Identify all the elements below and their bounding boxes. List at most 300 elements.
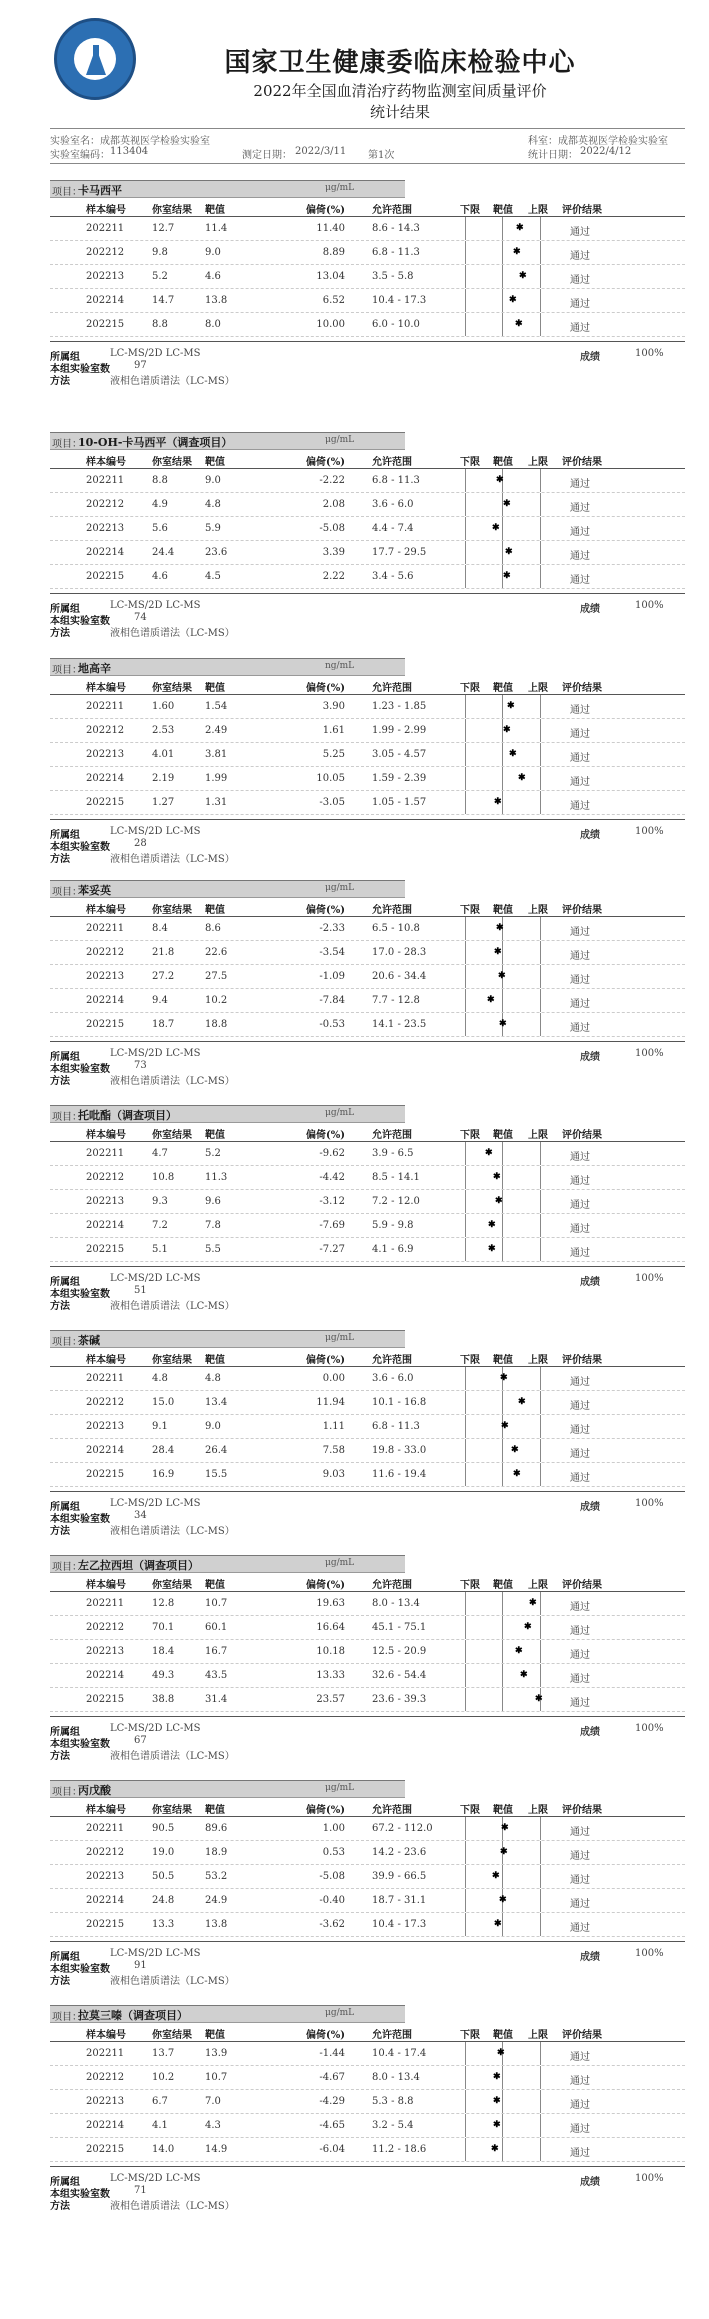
section-header bbox=[50, 880, 405, 898]
method-value: 液相色谱质谱法（LC-MS） bbox=[110, 628, 235, 639]
sample-no: 202211 bbox=[86, 1148, 125, 1159]
col-high: 上限 bbox=[528, 1580, 548, 1591]
lower-limit-line bbox=[465, 2042, 466, 2065]
upper-limit-line bbox=[540, 941, 541, 964]
col-range: 允许范围 bbox=[372, 683, 412, 694]
col-target: 靶值 bbox=[205, 1580, 225, 1591]
target-value: 11.4 bbox=[205, 223, 228, 234]
project-label: 项目： bbox=[52, 1562, 82, 1573]
lab-name: 成都英视医学检验实验室 bbox=[100, 136, 210, 147]
your-result: 21.8 bbox=[152, 947, 175, 958]
group-value: LC-MS/2D LC-MS bbox=[110, 2173, 201, 2184]
col-result: 你室结果 bbox=[152, 205, 192, 216]
section-footer bbox=[50, 341, 685, 386]
result-marker-icon: ✱ bbox=[519, 271, 527, 281]
project-label: 项目： bbox=[52, 665, 82, 676]
eval-result: 通过 bbox=[570, 1923, 590, 1934]
lower-limit-line bbox=[465, 469, 466, 492]
allowed-range: 10.4 - 17.4 bbox=[372, 2048, 427, 2059]
col-range: 允许范围 bbox=[372, 905, 412, 916]
unit: ng/mL bbox=[325, 661, 355, 671]
col-result: 你室结果 bbox=[152, 2030, 192, 2041]
group-label: 所属组 bbox=[50, 1502, 80, 1513]
result-marker-icon: ✱ bbox=[496, 923, 504, 933]
eval-result: 通过 bbox=[570, 551, 590, 562]
upper-limit-line bbox=[540, 517, 541, 540]
lower-limit-line bbox=[465, 313, 466, 336]
result-row bbox=[50, 1817, 685, 1841]
score-label: 成绩 bbox=[580, 830, 600, 841]
upper-limit-line bbox=[540, 1190, 541, 1213]
target-value: 13.4 bbox=[205, 1397, 228, 1408]
upper-limit-line bbox=[540, 1013, 541, 1036]
target-value: 53.2 bbox=[205, 1871, 228, 1882]
your-result: 28.4 bbox=[152, 1445, 175, 1456]
your-result: 49.3 bbox=[152, 1670, 175, 1681]
your-result: 9.3 bbox=[152, 1196, 168, 1207]
target-value: 9.6 bbox=[205, 1196, 221, 1207]
your-result: 50.5 bbox=[152, 1871, 175, 1882]
col-eval: 评价结果 bbox=[562, 1805, 602, 1816]
your-result: 10.8 bbox=[152, 1172, 175, 1183]
unit: μg/mL bbox=[325, 883, 355, 893]
col-target-mark: 靶值 bbox=[493, 457, 513, 468]
col-eval: 评价结果 bbox=[562, 1130, 602, 1141]
score-label: 成绩 bbox=[580, 1052, 600, 1063]
col-bias: 偏倚(%) bbox=[306, 1805, 345, 1816]
col-high: 上限 bbox=[528, 205, 548, 216]
project-label: 项目： bbox=[52, 439, 82, 450]
bias-value: 9.03 bbox=[322, 1469, 345, 1480]
target-line bbox=[502, 1616, 503, 1639]
col-bias: 偏倚(%) bbox=[306, 2030, 345, 2041]
lab-count-label: 本组实验室数 bbox=[50, 1964, 110, 1975]
sample-no: 202212 bbox=[86, 1397, 125, 1408]
result-row bbox=[50, 791, 685, 815]
bias-value: 5.25 bbox=[322, 749, 345, 760]
target-value: 27.5 bbox=[205, 971, 228, 982]
bias-value: 10.00 bbox=[316, 319, 345, 330]
target-value: 89.6 bbox=[205, 1823, 228, 1834]
bias-value: 0.53 bbox=[322, 1847, 345, 1858]
bias-value: 13.04 bbox=[316, 271, 345, 282]
sample-no: 202214 bbox=[86, 295, 125, 306]
section-footer bbox=[50, 2166, 685, 2211]
your-result: 13.3 bbox=[152, 1919, 175, 1930]
target-line bbox=[502, 791, 503, 814]
lab-count: 73 bbox=[134, 1060, 147, 1071]
column-header bbox=[50, 198, 685, 217]
your-result: 9.8 bbox=[152, 247, 168, 258]
result-row bbox=[50, 1640, 685, 1664]
upper-limit-line bbox=[540, 917, 541, 940]
allowed-range: 3.2 - 5.4 bbox=[372, 2120, 414, 2131]
allowed-range: 5.3 - 8.8 bbox=[372, 2096, 414, 2107]
bias-value: -3.12 bbox=[319, 1196, 345, 1207]
col-eval: 评价结果 bbox=[562, 905, 602, 916]
col-result: 你室结果 bbox=[152, 1580, 192, 1591]
bias-value: -2.22 bbox=[319, 475, 345, 486]
column-header bbox=[50, 450, 685, 469]
drug-name: 苯妥英 bbox=[78, 884, 111, 897]
bias-value: 6.52 bbox=[322, 295, 345, 306]
target-line bbox=[502, 265, 503, 288]
result-marker-icon: ✱ bbox=[493, 2096, 501, 2106]
eval-result: 通过 bbox=[570, 1827, 590, 1838]
target-value: 15.5 bbox=[205, 1469, 228, 1480]
lower-limit-line bbox=[465, 989, 466, 1012]
allowed-range: 20.6 - 34.4 bbox=[372, 971, 427, 982]
target-value: 8.6 bbox=[205, 923, 221, 934]
bias-value: -0.53 bbox=[319, 1019, 345, 1030]
upper-limit-line bbox=[540, 2138, 541, 2161]
unit: μg/mL bbox=[325, 1783, 355, 1793]
col-target-mark: 靶值 bbox=[493, 2030, 513, 2041]
method-value: 液相色谱质谱法（LC-MS） bbox=[110, 1076, 235, 1087]
result-row bbox=[50, 917, 685, 941]
target-value: 60.1 bbox=[205, 1622, 228, 1633]
sample-no: 202211 bbox=[86, 223, 125, 234]
sample-no: 202215 bbox=[86, 1919, 125, 1930]
lower-limit-line bbox=[465, 1688, 466, 1711]
your-result: 2.19 bbox=[152, 773, 175, 784]
target-line bbox=[502, 241, 503, 264]
section-header bbox=[50, 1780, 405, 1798]
upper-limit-line bbox=[540, 1439, 541, 1462]
col-range: 允许范围 bbox=[372, 205, 412, 216]
lab-info bbox=[50, 128, 685, 164]
result-marker-icon: ✱ bbox=[497, 2048, 505, 2058]
col-bias: 偏倚(%) bbox=[306, 1355, 345, 1366]
bias-value: -1.09 bbox=[319, 971, 345, 982]
col-target: 靶值 bbox=[205, 205, 225, 216]
col-eval: 评价结果 bbox=[562, 205, 602, 216]
lower-limit-line bbox=[465, 941, 466, 964]
col-target: 靶值 bbox=[205, 1355, 225, 1366]
method-label: 方法 bbox=[50, 1076, 70, 1087]
sample-no: 202212 bbox=[86, 1172, 125, 1183]
target-value: 13.8 bbox=[205, 295, 228, 306]
allowed-range: 19.8 - 33.0 bbox=[372, 1445, 427, 1456]
target-value: 13.8 bbox=[205, 1919, 228, 1930]
eval-result: 通过 bbox=[570, 275, 590, 286]
upper-limit-line bbox=[540, 2114, 541, 2137]
eval-result: 通过 bbox=[570, 1425, 590, 1436]
result-marker-icon: ✱ bbox=[492, 1871, 500, 1881]
upper-limit-line bbox=[540, 1664, 541, 1687]
report-title: 国家卫生健康委临床检验中心 bbox=[224, 48, 576, 78]
target-value: 4.3 bbox=[205, 2120, 221, 2131]
result-marker-icon: ✱ bbox=[515, 1646, 523, 1656]
target-line bbox=[502, 1439, 503, 1462]
sample-no: 202213 bbox=[86, 1646, 125, 1657]
sample-no: 202211 bbox=[86, 475, 125, 486]
col-eval: 评价结果 bbox=[562, 1580, 602, 1591]
col-high: 上限 bbox=[528, 683, 548, 694]
target-value: 43.5 bbox=[205, 1670, 228, 1681]
your-result: 38.8 bbox=[152, 1694, 175, 1705]
test-date-label: 测定日期： bbox=[242, 150, 292, 161]
your-result: 15.0 bbox=[152, 1397, 175, 1408]
section-header bbox=[50, 432, 405, 450]
lower-limit-line bbox=[465, 1913, 466, 1936]
col-low: 下限 bbox=[460, 905, 480, 916]
allowed-range: 18.7 - 31.1 bbox=[372, 1895, 427, 1906]
eval-result: 通过 bbox=[570, 753, 590, 764]
drug-name: 地高辛 bbox=[78, 662, 111, 675]
result-row bbox=[50, 313, 685, 337]
bias-value: -6.04 bbox=[319, 2144, 345, 2155]
upper-limit-line bbox=[540, 241, 541, 264]
sample-no: 202213 bbox=[86, 749, 125, 760]
bias-value: 1.61 bbox=[322, 725, 345, 736]
allowed-range: 10.4 - 17.3 bbox=[372, 295, 427, 306]
result-marker-icon: ✱ bbox=[503, 725, 511, 735]
col-eval: 评价结果 bbox=[562, 457, 602, 468]
lower-limit-line bbox=[465, 965, 466, 988]
bias-value: 0.00 bbox=[322, 1373, 345, 1384]
test-date: 2022/3/11 bbox=[295, 146, 347, 157]
bias-value: 13.33 bbox=[316, 1670, 345, 1681]
eval-result: 通过 bbox=[570, 2100, 590, 2111]
eval-result: 通过 bbox=[570, 1449, 590, 1460]
drug-section bbox=[50, 1105, 685, 1311]
result-marker-icon: ✱ bbox=[524, 1622, 532, 1632]
target-value: 9.0 bbox=[205, 475, 221, 486]
drug-name: 茶碱 bbox=[78, 1334, 100, 1347]
sample-no: 202214 bbox=[86, 1220, 125, 1231]
drug-section bbox=[50, 880, 685, 1086]
score-value: 100% bbox=[635, 348, 664, 359]
score-value: 100% bbox=[635, 826, 664, 837]
section-footer bbox=[50, 1041, 685, 1086]
col-sample: 样本编号 bbox=[86, 683, 126, 694]
col-target: 靶值 bbox=[205, 1130, 225, 1141]
lower-limit-line bbox=[465, 541, 466, 564]
allowed-range: 1.99 - 2.99 bbox=[372, 725, 427, 736]
result-marker-icon: ✱ bbox=[498, 971, 506, 981]
eval-result: 通过 bbox=[570, 2076, 590, 2087]
bias-value: -3.62 bbox=[319, 1919, 345, 1930]
drug-name: 卡马西平 bbox=[78, 184, 122, 197]
your-result: 4.1 bbox=[152, 2120, 168, 2131]
result-row bbox=[50, 695, 685, 719]
allowed-range: 8.6 - 14.3 bbox=[372, 223, 420, 234]
target-line bbox=[502, 517, 503, 540]
sample-no: 202215 bbox=[86, 1019, 125, 1030]
target-line bbox=[502, 289, 503, 312]
target-line bbox=[502, 1238, 503, 1261]
target-value: 4.8 bbox=[205, 1373, 221, 1384]
col-result: 你室结果 bbox=[152, 1130, 192, 1141]
your-result: 9.1 bbox=[152, 1421, 168, 1432]
lower-limit-line bbox=[465, 1166, 466, 1189]
lower-limit-line bbox=[465, 265, 466, 288]
col-bias: 偏倚(%) bbox=[306, 205, 345, 216]
lab-count: 97 bbox=[134, 360, 147, 371]
allowed-range: 45.1 - 75.1 bbox=[372, 1622, 427, 1633]
col-target-mark: 靶值 bbox=[493, 205, 513, 216]
col-target-mark: 靶值 bbox=[493, 905, 513, 916]
your-result: 8.4 bbox=[152, 923, 168, 934]
eval-result: 通过 bbox=[570, 1200, 590, 1211]
eval-result: 通过 bbox=[570, 1152, 590, 1163]
upper-limit-line bbox=[540, 313, 541, 336]
col-low: 下限 bbox=[460, 683, 480, 694]
upper-limit-line bbox=[540, 289, 541, 312]
your-result: 14.7 bbox=[152, 295, 175, 306]
target-line bbox=[502, 1463, 503, 1486]
result-marker-icon: ✱ bbox=[511, 1445, 519, 1455]
your-result: 12.7 bbox=[152, 223, 175, 234]
your-result: 10.2 bbox=[152, 2072, 175, 2083]
result-marker-icon: ✱ bbox=[503, 571, 511, 581]
upper-limit-line bbox=[540, 743, 541, 766]
score-value: 100% bbox=[635, 2173, 664, 2184]
col-range: 允许范围 bbox=[372, 1580, 412, 1591]
col-sample: 样本编号 bbox=[86, 1355, 126, 1366]
target-value: 8.0 bbox=[205, 319, 221, 330]
col-range: 允许范围 bbox=[372, 1130, 412, 1141]
col-result: 你室结果 bbox=[152, 1355, 192, 1366]
target-line bbox=[502, 2090, 503, 2113]
result-marker-icon: ✱ bbox=[535, 1694, 543, 1704]
result-row bbox=[50, 1190, 685, 1214]
target-line bbox=[502, 1592, 503, 1615]
target-value: 2.49 bbox=[205, 725, 228, 736]
allowed-range: 3.6 - 6.0 bbox=[372, 499, 414, 510]
result-marker-icon: ✱ bbox=[518, 1397, 526, 1407]
sample-no: 202215 bbox=[86, 571, 125, 582]
lower-limit-line bbox=[465, 1142, 466, 1165]
your-result: 5.2 bbox=[152, 271, 168, 282]
result-marker-icon: ✱ bbox=[518, 773, 526, 783]
result-marker-icon: ✱ bbox=[513, 247, 521, 257]
bias-value: 1.11 bbox=[322, 1421, 345, 1432]
result-marker-icon: ✱ bbox=[505, 547, 513, 557]
lab-code: 113404 bbox=[110, 146, 149, 157]
allowed-range: 17.0 - 28.3 bbox=[372, 947, 427, 958]
project-label: 项目： bbox=[52, 1337, 82, 1348]
allowed-range: 10.4 - 17.3 bbox=[372, 1919, 427, 1930]
result-row bbox=[50, 1166, 685, 1190]
result-marker-icon: ✱ bbox=[500, 1847, 508, 1857]
col-low: 下限 bbox=[460, 1130, 480, 1141]
col-low: 下限 bbox=[460, 1355, 480, 1366]
allowed-range: 3.5 - 5.8 bbox=[372, 271, 414, 282]
drug-name: 拉莫三嗪（调查项目） bbox=[78, 2009, 188, 2022]
target-value: 4.6 bbox=[205, 271, 221, 282]
lower-limit-line bbox=[465, 1439, 466, 1462]
target-line bbox=[502, 1664, 503, 1687]
target-value: 9.0 bbox=[205, 247, 221, 258]
allowed-range: 6.8 - 11.3 bbox=[372, 1421, 420, 1432]
section-footer bbox=[50, 819, 685, 864]
upper-limit-line bbox=[540, 1865, 541, 1888]
eval-result: 通过 bbox=[570, 975, 590, 986]
col-target: 靶值 bbox=[205, 1805, 225, 1816]
method-value: 液相色谱质谱法（LC-MS） bbox=[110, 2201, 235, 2212]
col-bias: 偏倚(%) bbox=[306, 683, 345, 694]
sample-no: 202211 bbox=[86, 1373, 125, 1384]
upper-limit-line bbox=[540, 1367, 541, 1390]
allowed-range: 17.7 - 29.5 bbox=[372, 547, 427, 558]
result-row bbox=[50, 965, 685, 989]
lower-limit-line bbox=[465, 1367, 466, 1390]
bias-value: 2.22 bbox=[322, 571, 345, 582]
upper-limit-line bbox=[540, 1214, 541, 1237]
result-row bbox=[50, 1913, 685, 1937]
score-value: 100% bbox=[635, 1048, 664, 1059]
allowed-range: 32.6 - 54.4 bbox=[372, 1670, 427, 1681]
ncc-logo-icon bbox=[54, 18, 136, 100]
sample-no: 202214 bbox=[86, 547, 125, 558]
upper-limit-line bbox=[540, 1640, 541, 1663]
target-line bbox=[502, 767, 503, 790]
round: 第1次 bbox=[368, 150, 395, 161]
eval-result: 通过 bbox=[570, 927, 590, 938]
your-result: 12.8 bbox=[152, 1598, 175, 1609]
target-value: 7.8 bbox=[205, 1220, 221, 1231]
drug-name: 丙戊酸 bbox=[78, 1784, 111, 1797]
result-row bbox=[50, 719, 685, 743]
col-range: 允许范围 bbox=[372, 2030, 412, 2041]
bias-value: 16.64 bbox=[316, 1622, 345, 1633]
your-result: 24.4 bbox=[152, 547, 175, 558]
upper-limit-line bbox=[540, 469, 541, 492]
your-result: 2.53 bbox=[152, 725, 175, 736]
unit: μg/mL bbox=[325, 435, 355, 445]
group-label: 所属组 bbox=[50, 2177, 80, 2188]
target-line bbox=[502, 1640, 503, 1663]
result-row bbox=[50, 1415, 685, 1439]
eval-result: 通过 bbox=[570, 1899, 590, 1910]
your-result: 19.0 bbox=[152, 1847, 175, 1858]
eval-result: 通过 bbox=[570, 801, 590, 812]
stat-date: 2022/4/12 bbox=[580, 146, 632, 157]
eval-result: 通过 bbox=[570, 2052, 590, 2063]
drug-name: 托吡酯（调查项目） bbox=[78, 1109, 177, 1122]
col-range: 允许范围 bbox=[372, 457, 412, 468]
result-row bbox=[50, 2138, 685, 2162]
section-header bbox=[50, 1555, 405, 1573]
result-row bbox=[50, 767, 685, 791]
bias-value: 1.00 bbox=[322, 1823, 345, 1834]
col-sample: 样本编号 bbox=[86, 2030, 126, 2041]
target-value: 5.9 bbox=[205, 523, 221, 534]
upper-limit-line bbox=[540, 2066, 541, 2089]
lower-limit-line bbox=[465, 289, 466, 312]
col-high: 上限 bbox=[528, 1355, 548, 1366]
allowed-range: 4.4 - 7.4 bbox=[372, 523, 414, 534]
project-label: 项目： bbox=[52, 2012, 82, 2023]
dept-label: 科室： bbox=[528, 136, 558, 147]
col-target-mark: 靶值 bbox=[493, 1580, 513, 1591]
target-line bbox=[502, 989, 503, 1012]
upper-limit-line bbox=[540, 217, 541, 240]
target-value: 4.5 bbox=[205, 571, 221, 582]
upper-limit-line bbox=[540, 1391, 541, 1414]
eval-result: 通过 bbox=[570, 299, 590, 310]
target-line bbox=[502, 1688, 503, 1711]
upper-limit-line bbox=[540, 1238, 541, 1261]
bias-value: -0.40 bbox=[319, 1895, 345, 1906]
allowed-range: 23.6 - 39.3 bbox=[372, 1694, 427, 1705]
drug-section bbox=[50, 658, 685, 864]
eval-result: 通过 bbox=[570, 527, 590, 538]
method-label: 方法 bbox=[50, 2201, 70, 2212]
upper-limit-line bbox=[540, 1817, 541, 1840]
